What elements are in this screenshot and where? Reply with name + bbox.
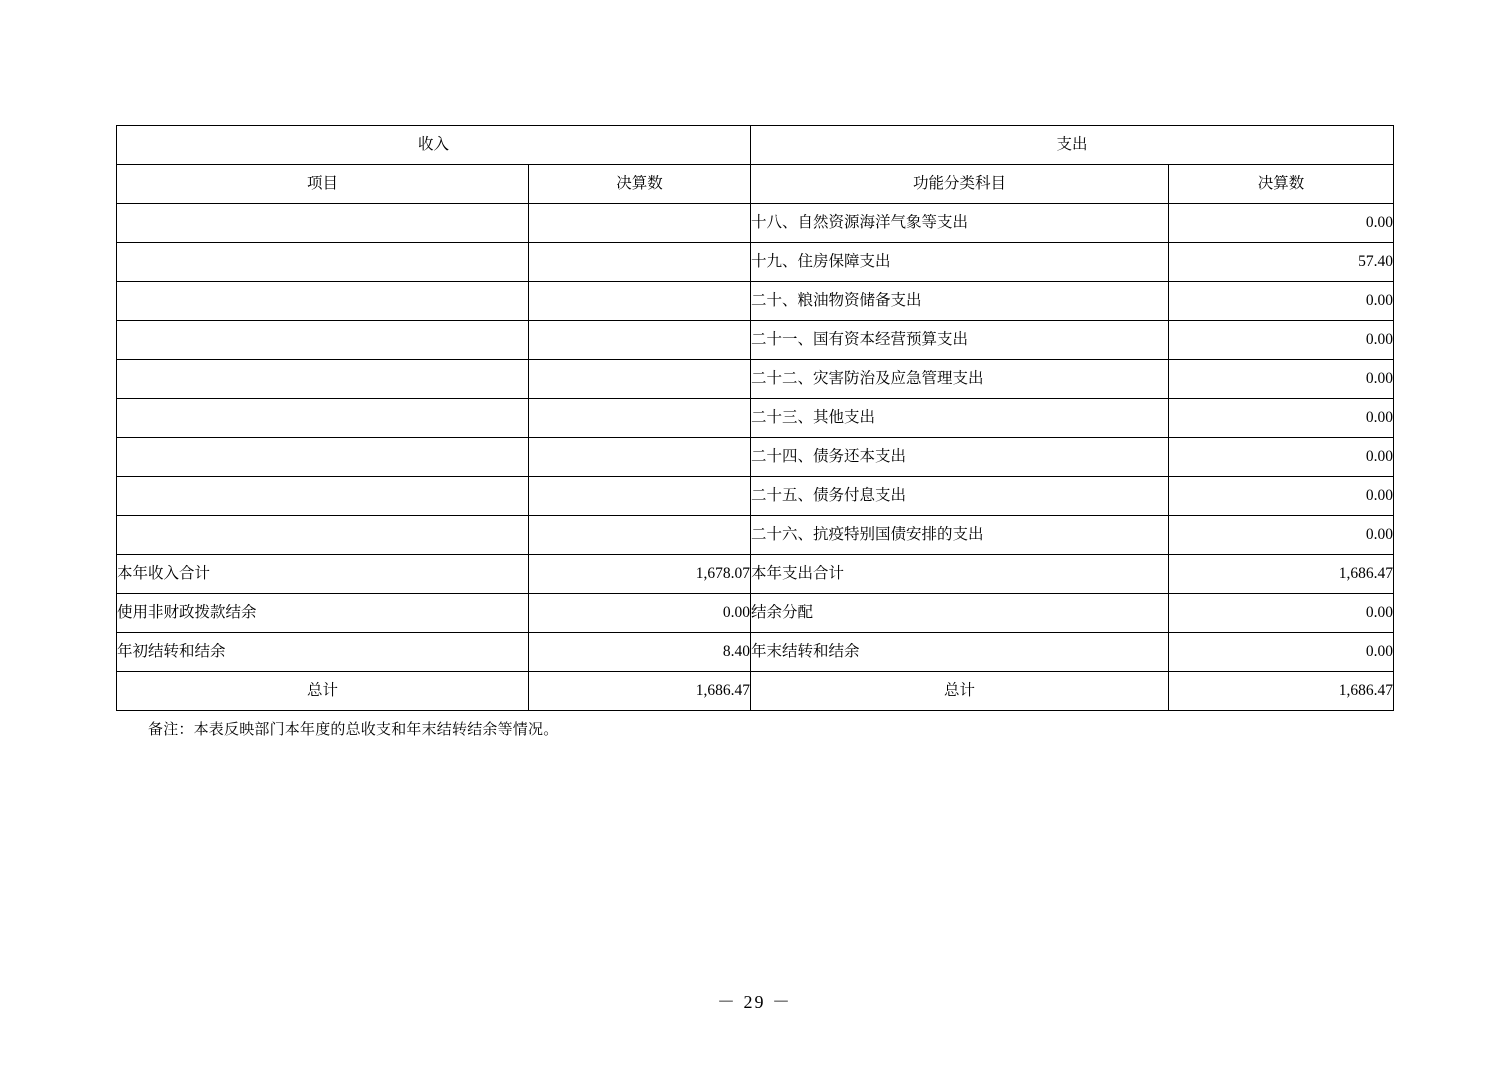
- cell-expense-item: 二十六、抗疫特别国债安排的支出: [751, 516, 1169, 555]
- cell-income-item: 年初结转和结余: [117, 633, 529, 672]
- cell-income-item: 本年收入合计: [117, 555, 529, 594]
- cell-total-expense-label: 总计: [751, 672, 1169, 711]
- cell-expense-amount: 0.00: [1169, 282, 1394, 321]
- cell-income-item: [117, 243, 529, 282]
- cell-expense-item: 二十、粮油物资储备支出: [751, 282, 1169, 321]
- cell-income-item: 使用非财政拨款结余: [117, 594, 529, 633]
- cell-income-amount: [529, 477, 751, 516]
- column-header-income-item: 项目: [117, 165, 529, 204]
- cell-expense-amount: 0.00: [1169, 594, 1394, 633]
- table-total-row: [117, 672, 1394, 711]
- budget-table-container: [116, 125, 1393, 711]
- cell-expense-item: 十九、住房保障支出: [751, 243, 1169, 282]
- cell-expense-amount: 0.00: [1169, 399, 1394, 438]
- cell-expense-item: 结余分配: [751, 594, 1169, 633]
- table-row: [117, 477, 1394, 516]
- cell-income-amount: 1,678.07: [529, 555, 751, 594]
- cell-total-income-amount: 1,686.47: [529, 672, 751, 711]
- cell-income-amount: [529, 204, 751, 243]
- cell-expense-item: 二十一、国有资本经营预算支出: [751, 321, 1169, 360]
- column-header-expense-item: 功能分类科目: [751, 165, 1169, 204]
- cell-expense-item: 本年支出合计: [751, 555, 1169, 594]
- cell-income-amount: [529, 282, 751, 321]
- table-row: [117, 516, 1394, 555]
- cell-expense-amount: 57.40: [1169, 243, 1394, 282]
- cell-income-item: [117, 360, 529, 399]
- table-row: [117, 555, 1394, 594]
- cell-income-amount: 8.40: [529, 633, 751, 672]
- cell-expense-amount: 0.00: [1169, 477, 1394, 516]
- table-note: 备注：本表反映部门本年度的总收支和年末结转结余等情况。: [148, 722, 559, 738]
- cell-expense-item: 十八、自然资源海洋气象等支出: [751, 204, 1169, 243]
- cell-expense-item: 二十二、灾害防治及应急管理支出: [751, 360, 1169, 399]
- cell-income-item: [117, 438, 529, 477]
- column-header-income-amount: 决算数: [529, 165, 751, 204]
- table-column-header-row: [117, 165, 1394, 204]
- cell-expense-amount: 0.00: [1169, 516, 1394, 555]
- cell-income-item: [117, 477, 529, 516]
- group-header-expense: 支出: [751, 126, 1394, 165]
- cell-income-item: [117, 204, 529, 243]
- table-row: [117, 360, 1394, 399]
- cell-expense-amount: 0.00: [1169, 204, 1394, 243]
- cell-expense-item: 二十五、债务付息支出: [751, 477, 1169, 516]
- column-header-expense-amount: 决算数: [1169, 165, 1394, 204]
- cell-expense-amount: 0.00: [1169, 633, 1394, 672]
- budget-table: [116, 125, 1394, 711]
- table-row: [117, 204, 1394, 243]
- table-row: [117, 594, 1394, 633]
- cell-income-item: [117, 399, 529, 438]
- cell-income-amount: 0.00: [529, 594, 751, 633]
- cell-income-amount: [529, 438, 751, 477]
- table-row: [117, 399, 1394, 438]
- cell-expense-amount: 1,686.47: [1169, 555, 1394, 594]
- cell-income-amount: [529, 321, 751, 360]
- table-row: [117, 321, 1394, 360]
- cell-expense-item: 二十三、其他支出: [751, 399, 1169, 438]
- table-row: [117, 243, 1394, 282]
- table-row: [117, 282, 1394, 321]
- cell-expense-amount: 0.00: [1169, 360, 1394, 399]
- table-row: [117, 633, 1394, 672]
- cell-total-expense-amount: 1,686.47: [1169, 672, 1394, 711]
- cell-expense-item: 年末结转和结余: [751, 633, 1169, 672]
- cell-expense-amount: 0.00: [1169, 438, 1394, 477]
- cell-income-amount: [529, 516, 751, 555]
- cell-income-amount: [529, 399, 751, 438]
- cell-income-item: [117, 282, 529, 321]
- cell-income-item: [117, 516, 529, 555]
- cell-income-amount: [529, 243, 751, 282]
- cell-expense-item: 二十四、债务还本支出: [751, 438, 1169, 477]
- cell-expense-amount: 0.00: [1169, 321, 1394, 360]
- table-group-header-row: [117, 126, 1394, 165]
- cell-total-income-label: 总计: [117, 672, 529, 711]
- cell-income-amount: [529, 360, 751, 399]
- cell-income-item: [117, 321, 529, 360]
- table-row: [117, 438, 1394, 477]
- page-number: － 29 －: [717, 992, 792, 1012]
- group-header-income: 收入: [117, 126, 751, 165]
